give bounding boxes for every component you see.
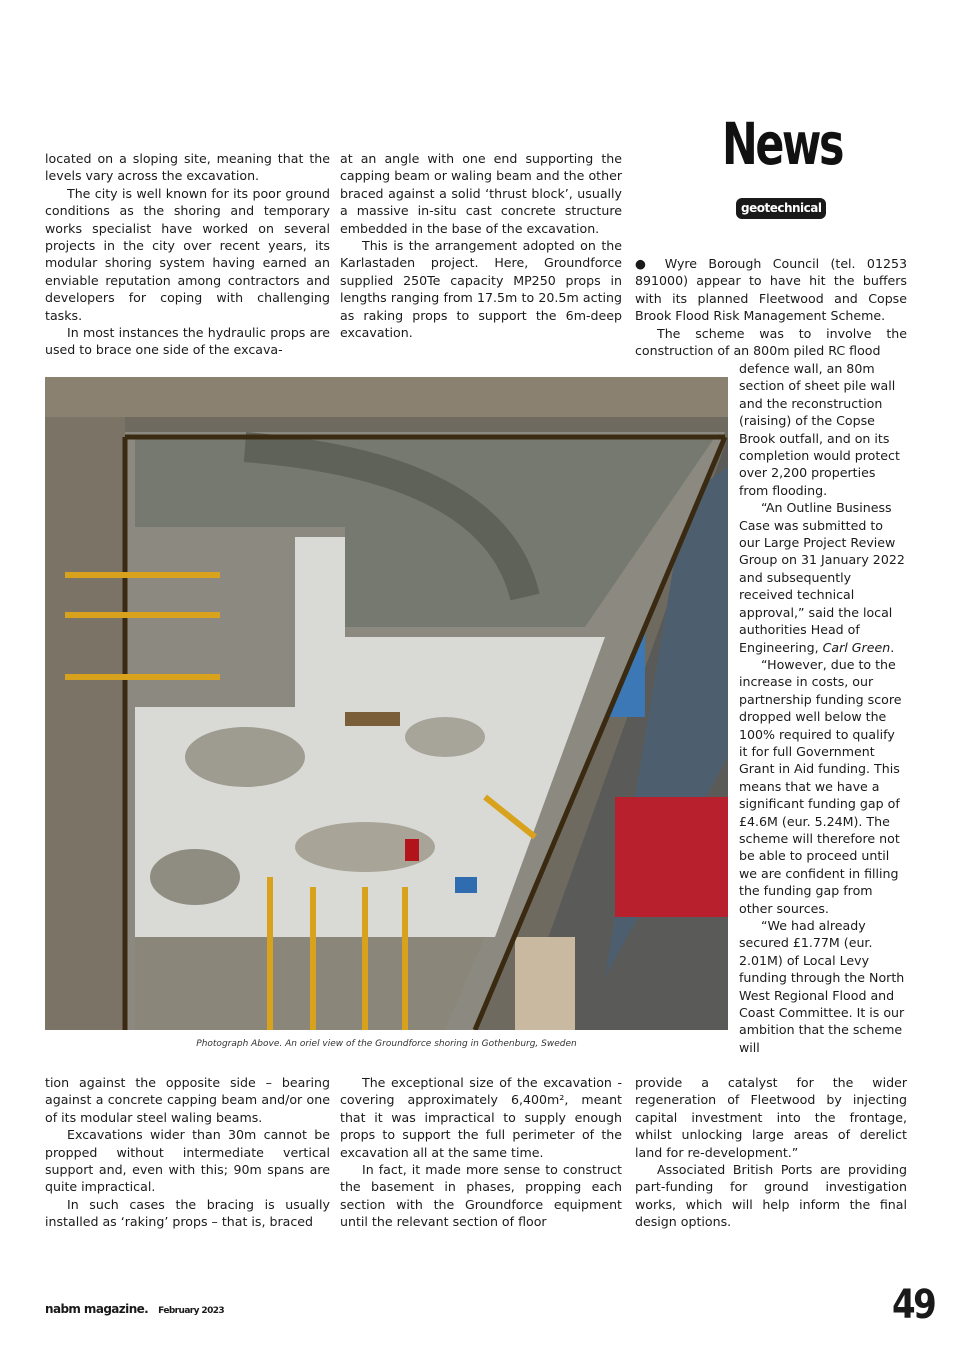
column-2-bottom [340, 1074, 622, 1231]
paragraph: This is the arrangement adopted on the Karlastaden project. Here, Groundforce supplied 250Te capacity MP250 props in lengths ranging from 17.5m to 20.5m acting as raking props to support the 6m-deep excavation. [340, 238, 622, 341]
aerial-photo [45, 377, 728, 1030]
page-number: 49 [892, 1282, 935, 1328]
photo-caption: Photograph Above. An oriel view of the Groundforce shoring in Gothenburg, Sweden [196, 1039, 577, 1049]
issue-date: February 2023 [158, 1306, 225, 1316]
paragraph: “However, due to the increase in costs, our partnership funding score dropped well below the 100% required to qualify it for full Government Grant in Aid funding. This means that we have a significant funding gap of £4.6M (eur. 5.24M). The scheme will therefore not be able to proceed until we are confident in filling the funding gap from other sources. [739, 656, 902, 916]
paragraph [739, 499, 905, 656]
person-name: Carl Green [822, 639, 891, 655]
paragraph: “We had already secured £1.77M (eur. 2.01M) of Local Levy funding through the North West Regional Flood and Coast Committee. It is our ambition that the scheme will [739, 918, 905, 1055]
paragraph: ● Wyre Borough Council (tel. 01253 891000) appear to have hit the buffers with its planned Fleetwood and Copse Brook Flood Risk Management Scheme. [635, 256, 907, 324]
magazine-name: nabm magazine. [45, 1302, 149, 1316]
column-3-bottom [635, 1074, 907, 1231]
section-title: News [722, 110, 843, 178]
paragraph: In most instances the hydraulic props are used to brace one side of the excava- [45, 325, 330, 358]
column-3-top [635, 255, 907, 359]
paragraph: tion against the opposite side – bearing against a concrete capping beam and/or one of its modular steel waling beams. [45, 1075, 330, 1125]
punctuation: . [890, 639, 895, 655]
paragraph: provide a catalyst for the wider regeneration of Fleetwood by injecting capital investment into the frontage, whilst unlocking large areas of derelict land for re-development.” [635, 1075, 907, 1160]
paragraph: The city is well known for its poor ground conditions as the shoring and temporary works specialist have worked on several projects in the city over recent years, its modular shoring system having earned an enviable reputation among contractors and developers for coping with challenging tasks. [45, 185, 330, 323]
paragraph: The exceptional size of the excavation - covering approximately 6,400m², meant that it was impractical to supply enough props to support the full perimeter of the excavation all at the same time. [340, 1075, 622, 1160]
paragraph: defence wall, an 80m section of sheet pile wall and the reconstruction (raising) of the Copse Brook outfall, and on its completion would protect over 2,200 properties from flooding. [739, 361, 900, 498]
paragraph: In fact, it made more sense to construct the basement in phases, propping each section with the Groundforce equipment until the relevant section of floor [340, 1162, 622, 1230]
category-tag: geotechnical [736, 198, 826, 219]
paragraph: at an angle with one end supporting the capping beam or waling beam and the other braced against a solid ‘thrust block’, usually a massive in-situ cast concrete structure embedded in the base of the excavation. [340, 151, 622, 236]
excavation-illustration [45, 377, 728, 1030]
paragraph: Excavations wider than 30m cannot be propped without intermediate vertical support and, even with this; 90m spans are quite impractical. [45, 1127, 330, 1195]
column-1-bottom [45, 1074, 330, 1231]
footer-magazine [45, 1302, 224, 1316]
column-3-narrow [739, 360, 905, 1056]
quote-text: “An Outline Business Case was submitted to our Large Project Review Group on 31 January 2022 and subsequently received technical approval,” said the local authorities Head of Engineering, [739, 500, 905, 655]
column-2-top [340, 150, 622, 341]
paragraph: In such cases the bracing is usually installed as ‘raking’ props – that is, braced [45, 1196, 330, 1230]
paragraph: located on a sloping site, meaning that the levels vary across the excavation. [45, 151, 330, 184]
paragraph: Associated British Ports are providing part-funding for ground investigation works, which will help inform the final design options. [635, 1162, 907, 1230]
column-1-top [45, 150, 330, 359]
paragraph: The scheme was to involve the construction of an 800m piled RC flood [635, 325, 907, 359]
